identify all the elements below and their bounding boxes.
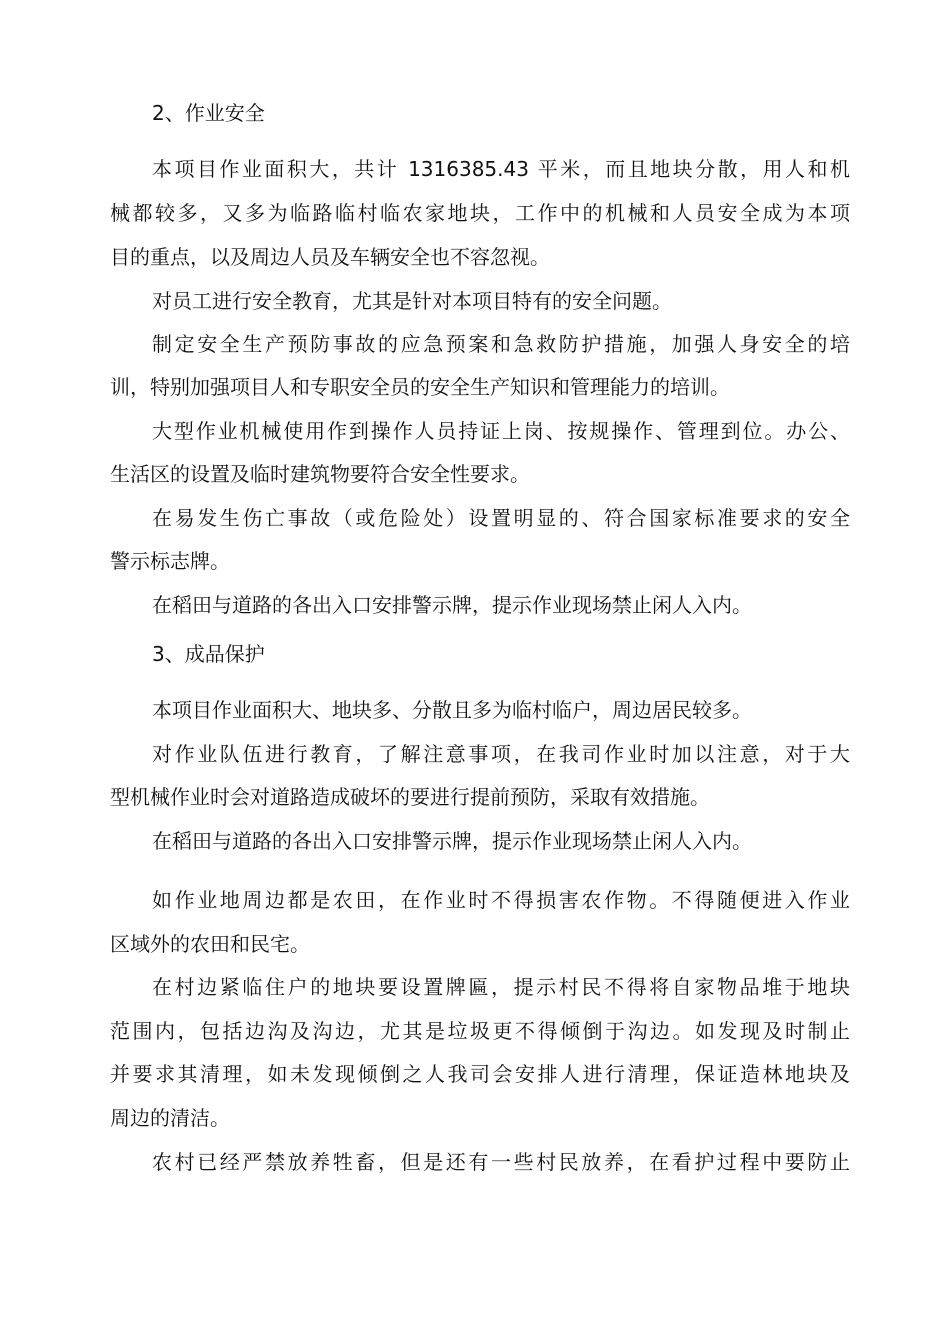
section-heading-2: 2、作业安全 <box>152 101 265 125</box>
paragraph-line: 械都较多，又多为临路临村临农家地块，工作中的机械和人员安全成为本项 <box>110 201 850 225</box>
paragraph-line: 本项目作业面积大、地块多、分散且多为临村临户，周边居民较多。 <box>152 698 752 722</box>
paragraph-line: 对员工进行安全教育，尤其是针对本项目特有的安全问题。 <box>152 289 672 313</box>
paragraph-line: 大型作业机械使用作到操作人员持证上岗、按规操作、管理到位。办公、 <box>152 419 850 443</box>
paragraph-line: 在稻田与道路的各出入口安排警示牌，提示作业现场禁止闲人入内。 <box>152 593 752 617</box>
paragraph-line: 训，特别加强项目人和专职安全员的安全生产知识和管理能力的培训。 <box>110 375 730 399</box>
paragraph-line: 如作业地周边都是农田，在作业时不得损害农作物。不得随便进入作业 <box>152 888 850 912</box>
section-heading-3: 3、成品保护 <box>152 642 265 666</box>
paragraph-line: 在易发生伤亡事故（或危险处）设置明显的、符合国家标准要求的安全 <box>152 506 850 530</box>
paragraph-line: 本项目作业面积大，共计 1316385.43 平米，而且地块分散，用人和机 <box>152 157 850 181</box>
paragraph-line: 并要求其清理，如未发现倾倒之人我司会安排人进行清理，保证造林地块及 <box>110 1062 850 1086</box>
paragraph-line: 范围内，包括边沟及沟边，尤其是垃圾更不得倾倒于沟边。如发现及时制止 <box>110 1019 850 1043</box>
paragraph-line: 农村已经严禁放养牲畜，但是还有一些村民放养，在看护过程中要防止 <box>152 1150 850 1174</box>
paragraph-line: 周边的清洁。 <box>110 1106 230 1130</box>
paragraph-line: 对作业队伍进行教育，了解注意事项，在我司作业时加以注意，对于大 <box>152 742 850 766</box>
paragraph-line: 生活区的设置及临时建筑物要符合安全性要求。 <box>110 462 530 486</box>
paragraph-line: 警示标志牌。 <box>110 549 230 573</box>
paragraph-line: 在稻田与道路的各出入口安排警示牌，提示作业现场禁止闲人入内。 <box>152 829 752 853</box>
paragraph-line: 制定安全生产预防事故的应急预案和急救防护措施，加强人身安全的培 <box>152 332 850 356</box>
paragraph-line: 型机械作业时会对道路造成破坏的要进行提前预防，采取有效措施。 <box>110 785 710 809</box>
paragraph-line: 目的重点，以及周边人员及车辆安全也不容忽视。 <box>110 245 550 269</box>
paragraph-line: 在村边紧临住户的地块要设置牌匾，提示村民不得将自家物品堆于地块 <box>152 975 850 999</box>
paragraph-line: 区域外的农田和民宅。 <box>110 932 310 956</box>
